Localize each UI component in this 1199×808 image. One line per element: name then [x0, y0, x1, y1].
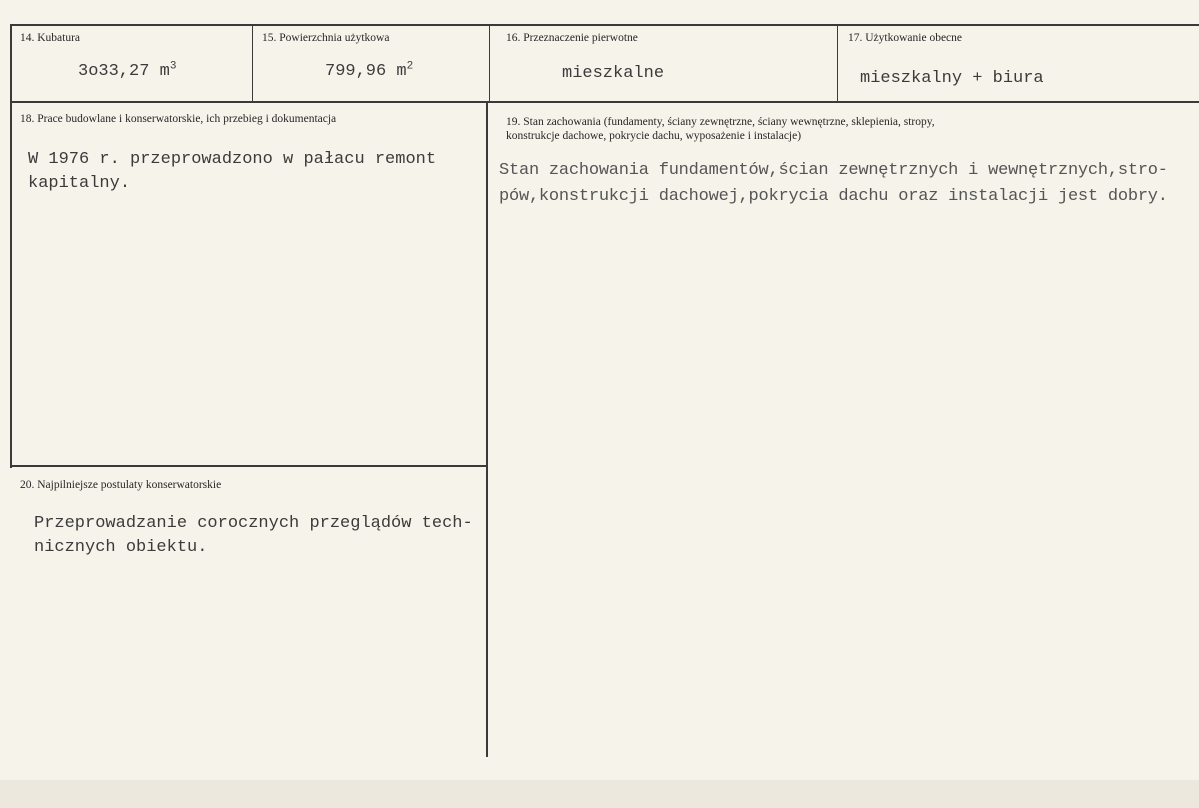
- field-19-label-line-2: konstrukcje dachowe, pokrycie dachu, wyposażenie i instalacje): [506, 130, 802, 142]
- divider-18-20: [10, 465, 487, 467]
- field-20-line-1: Przeprowadzanie corocznych przeglądów tech-: [34, 514, 473, 533]
- left-border: [10, 24, 12, 468]
- field-15-superscript: 2: [406, 60, 414, 73]
- field-14-superscript: 3: [169, 60, 177, 73]
- field-20-line-2: nicznych obiektu.: [34, 538, 208, 557]
- field-15-text: 799,96 m: [325, 62, 407, 81]
- field-16-label: 16. Przeznaczenie pierwotne: [506, 32, 638, 44]
- field-20-label: 20. Najpilniejsze postulaty konserwatorskie: [20, 479, 222, 491]
- divider-14-15: [252, 24, 253, 102]
- divider-16-17: [837, 24, 838, 102]
- field-14-value: [78, 60, 176, 84]
- field-18-line-1: W 1976 r. przeprowadzono w pałacu remont: [28, 150, 437, 169]
- field-16-value: mieszkalne: [562, 64, 665, 83]
- field-17-label: 17. Użytkowanie obecne: [848, 32, 963, 44]
- top-border: [10, 24, 1199, 26]
- field-19-label-line-1: 19. Stan zachowania (fundamenty, ściany zewnętrzne, ściany wewnętrzne, sklepienia, stropy,: [506, 116, 935, 128]
- field-15-label: 15. Powierzchnia użytkowa: [262, 32, 390, 44]
- divider-18-19: [486, 101, 488, 757]
- field-17-value: mieszkalny + biura: [860, 69, 1044, 88]
- field-19-line-2: pów,konstrukcji dachowej,pokrycia dachu oraz instalacji jest dobry.: [499, 187, 1168, 206]
- field-14-label: 14. Kubatura: [20, 32, 81, 44]
- field-19-line-1: Stan zachowania fundamentów,ścian zewnętrznych i wewnętrznych,stro-: [499, 161, 1168, 180]
- field-18-label: 18. Prace budowlane i konserwatorskie, ich przebieg i dokumentacja: [20, 113, 337, 125]
- field-15-value: [325, 60, 413, 84]
- page-bottom-edge: [0, 780, 1199, 808]
- field-14-text: 3o33,27 m: [78, 62, 170, 81]
- divider-15-16: [489, 24, 490, 102]
- row1-bottom-border: [10, 101, 1199, 103]
- field-18-line-2: kapitalny.: [28, 174, 131, 193]
